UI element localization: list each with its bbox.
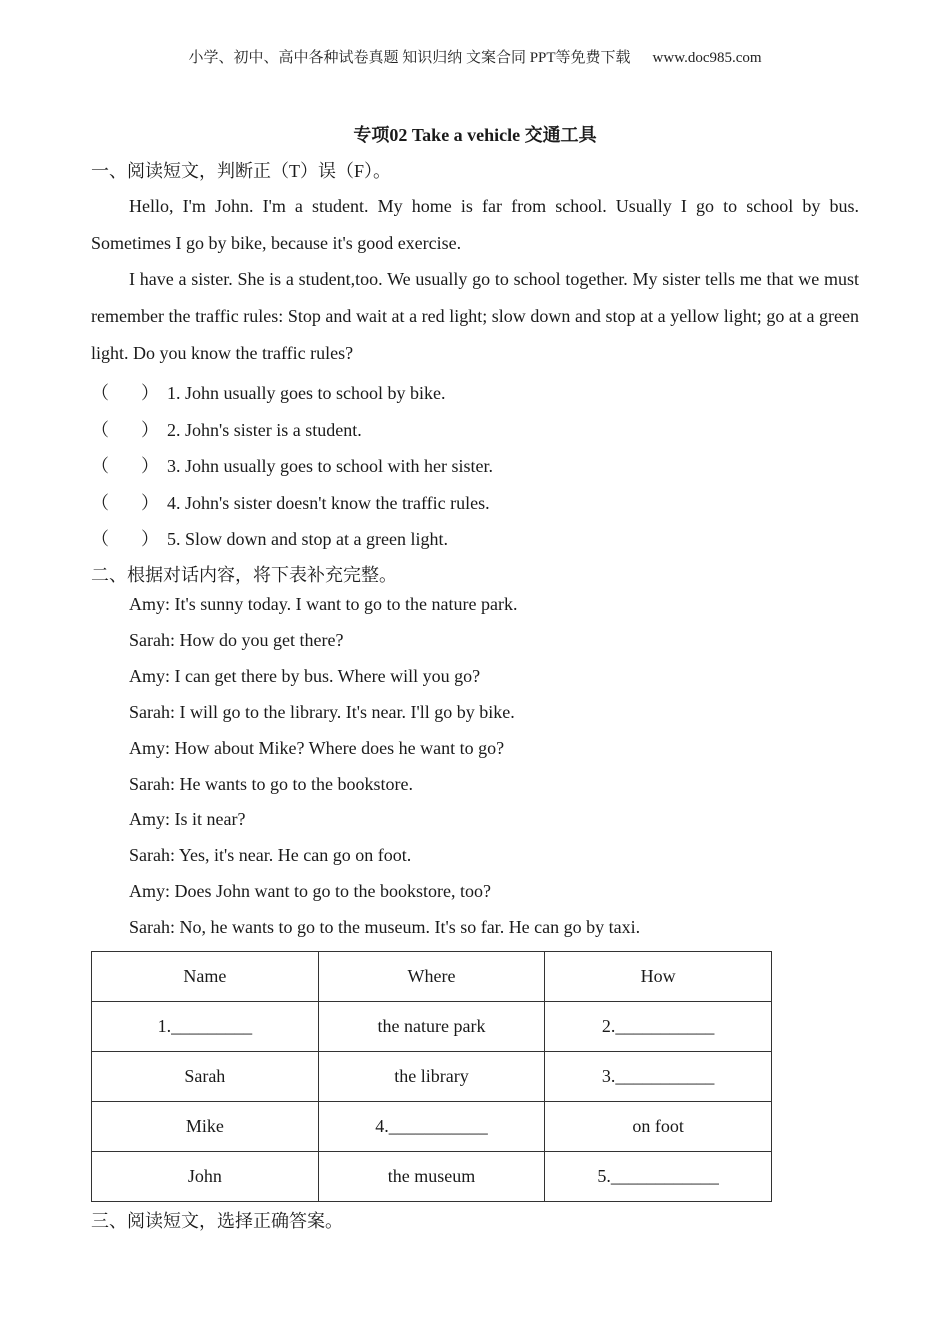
passage-paragraph-1: Hello, I'm John. I'm a student. My home is far from school. Usually I go to school by bus. Sometimes I go by bike, because it's good exercise. (91, 196, 859, 253)
passage-paragraph-2: I have a sister. She is a student,too. We usually go to school together. My sister tells me that we must remember the traffic rules: Stop and wait at a red light; slow down and stop at a yellow light; go at a green light. Do you know the traffic rules? (91, 269, 859, 363)
bracket-open: （ (91, 456, 109, 476)
table-cell[interactable]: 1._________ (92, 1002, 319, 1052)
table-cell: the library (318, 1052, 545, 1102)
table-header-cell: Where (318, 952, 545, 1002)
question-text: 3. John usually goes to school with her sister. (167, 456, 493, 476)
header-tagline: 小学、初中、高中各种试卷真题 知识归纳 文案合同 PPT等免费下载 (188, 50, 631, 66)
dialogue-line: Amy: Does John want to go to the bookstore, too? (129, 881, 491, 901)
dialogue-line: Sarah: He wants to go to the bookstore. (129, 774, 413, 794)
dialogue-line: Sarah: How do you get there? (129, 630, 344, 650)
dialogue-line: Amy: It's sunny today. I want to go to the nature park. (129, 594, 518, 614)
question-text: 2. John's sister is a student. (167, 420, 362, 440)
bracket-open: （ (91, 420, 109, 440)
table-cell: Sarah (92, 1052, 319, 1102)
question-item (91, 416, 362, 442)
table-cell[interactable]: 4.___________ (318, 1102, 545, 1152)
dialogue-line: Sarah: I will go to the library. It's near. I'll go by bike. (129, 702, 515, 722)
table-header-cell: Name (92, 952, 319, 1002)
question-item (91, 525, 448, 551)
table-row (92, 1002, 772, 1052)
bracket-open: （ (91, 529, 109, 549)
table-cell[interactable]: 2.___________ (545, 1002, 772, 1052)
table-cell: John (92, 1152, 319, 1202)
answer-table (91, 951, 772, 1202)
question-text: 5. Slow down and stop at a green light. (167, 529, 448, 549)
section-1-heading: 一、阅读短文，判断正（T）误（F）。 (91, 161, 392, 181)
table-cell: the nature park (318, 1002, 545, 1052)
table-cell[interactable]: 3.___________ (545, 1052, 772, 1102)
table-row (92, 1052, 772, 1102)
question-item (91, 379, 445, 405)
table-cell: the museum (318, 1152, 545, 1202)
page-title: 专项02 Take a vehicle 交通工具 (353, 125, 597, 145)
bracket-close: ） (141, 383, 159, 403)
dialogue-line: Amy: Is it near? (129, 809, 246, 829)
bracket-open: （ (91, 383, 109, 403)
question-item (91, 452, 493, 478)
question-text: 4. John's sister doesn't know the traffic rules. (167, 493, 490, 513)
table-header-row (92, 952, 772, 1002)
table-header-cell: How (545, 952, 772, 1002)
section-3-heading: 三、阅读短文，选择正确答案。 (91, 1211, 343, 1231)
section-2-heading: 二、根据对话内容，将下表补充完整。 (91, 565, 397, 585)
question-text: 1. John usually goes to school by bike. (167, 383, 446, 403)
bracket-close: ） (141, 529, 159, 549)
bracket-close: ） (141, 456, 159, 476)
page-header (0, 46, 950, 67)
bracket-open: （ (91, 493, 109, 513)
table-cell: Mike (92, 1102, 319, 1152)
table-cell[interactable]: 5.____________ (545, 1152, 772, 1202)
dialogue-line: Sarah: No, he wants to go to the museum. It's so far. He can go by taxi. (129, 917, 641, 937)
bracket-close: ） (141, 420, 159, 440)
dialogue-line: Amy: How about Mike? Where does he want to go? (129, 738, 505, 758)
dialogue-line: Sarah: Yes, it's near. He can go on foot. (129, 845, 412, 865)
bracket-close: ） (141, 493, 159, 513)
question-item (91, 489, 490, 515)
table-cell: on foot (545, 1102, 772, 1152)
dialogue-line: Amy: I can get there by bus. Where will you go? (129, 666, 481, 686)
table-row (92, 1102, 772, 1152)
table-row (92, 1152, 772, 1202)
header-url: www.doc985.com (652, 50, 762, 66)
